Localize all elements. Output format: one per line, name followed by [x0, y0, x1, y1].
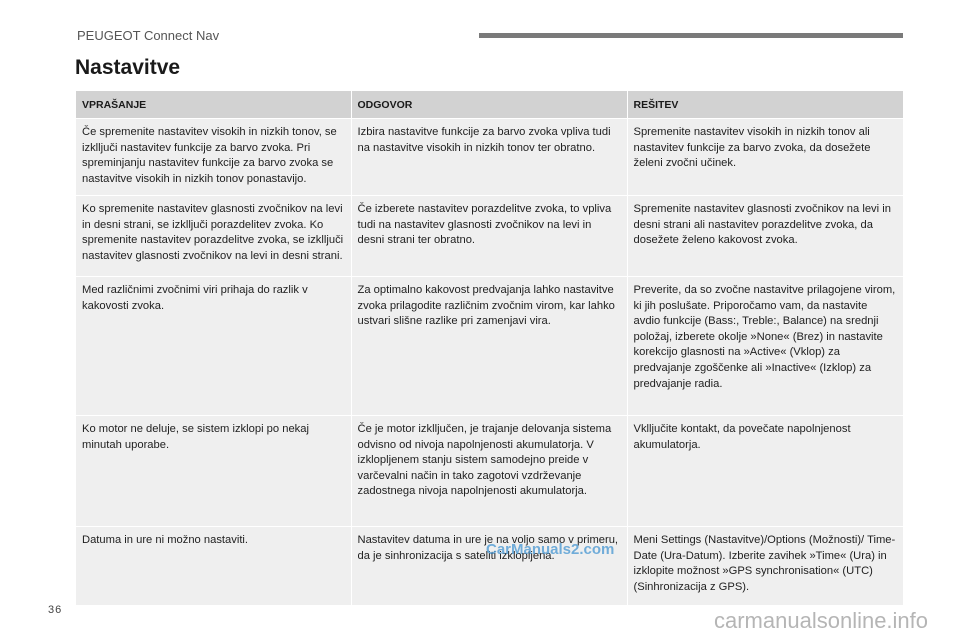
- table-header-row: [76, 91, 903, 119]
- page-number: 36: [48, 604, 63, 616]
- column-header-solution: REŠITEV: [627, 91, 903, 119]
- table-row: [76, 196, 903, 277]
- table-row: [76, 416, 903, 527]
- page-title: Nastavitve: [75, 56, 181, 79]
- solution-cell: Spremenite nastavitev glasnosti zvočnikov na levi in desni strani ali nastavitev porazdelitve zvoka, da dosežete želeno kakovost zvoka.: [627, 196, 903, 277]
- column-header-question: VPRAŠANJE: [76, 91, 351, 119]
- solution-cell: Vklljučite kontakt, da povečate napolnjenost akumulatorja.: [627, 416, 903, 527]
- solution-cell: Spremenite nastavitev visokih in nizkih tonov ali nastavitev funkcije za barvo zvoka, da dosežete želeni zvočni učinek.: [627, 119, 903, 196]
- solution-cell: Preverite, da so zvočne nastavitve prilagojene virom, ki jih poslušate. Priporočamo vam, da nastavite avdio funkcije (Bass:, Treble:, Balance) na srednji položaj, izberete okolje »None« (Brez) in nastavite korekcijo glasnosti na »Active« (Vklop) za predvajanje zgoščenke ali »Inactive« (Izklop) za predvajanje radia.: [627, 277, 903, 416]
- question-cell: Datuma in ure ni možno nastaviti.: [76, 527, 351, 606]
- answer-cell: Za optimalno kakovost predvajanja lahko nastavitve zvoka prilagodite različnim zvočnim virom, kar lahko ustvari slišne razlike pri zamenjavi vira.: [351, 277, 627, 416]
- question-cell: Ko spremenite nastavitev glasnosti zvočnikov na levi in desni strani, se izklljuči porazdelitev zvoka. Ko spremenite nastavitev porazdelitve zvoka, se izklljuči nastavitev glasnosti zvočnikov na levi in desni strani.: [76, 196, 351, 277]
- watermark-center: CarManuals2.com: [486, 541, 615, 558]
- answer-cell: Izbira nastavitve funkcije za barvo zvoka vpliva tudi na nastavitve visokih in nizkih tonov ter obratno.: [351, 119, 627, 196]
- table-row: [76, 277, 903, 416]
- table-row: [76, 527, 903, 606]
- question-cell: Ko motor ne deluje, se sistem izklopi po nekaj minutah uporabe.: [76, 416, 351, 527]
- solution-cell: Meni Settings (Nastavitve)/Options (Možnosti)/ Time-Date (Ura-Datum). Izberite zavihek »Time« (Ura) in izklopite možnost »GPS synchronisation« (UTC) (Sinhronizacija z GPS).: [627, 527, 903, 606]
- header-brand: PEUGEOT Connect Nav: [77, 28, 220, 43]
- column-header-answer: ODGOVOR: [351, 91, 627, 119]
- answer-cell: Nastavitev datuma in ure je na voljo samo v primeru, da je sinhronizacija s sateliti izklopljena.: [351, 527, 627, 606]
- answer-cell: Če je motor izklljučen, je trajanje delovanja sistema odvisno od nivoja napolnjenosti akumulatorja. V izklopljenem stanju sistem samodejno preide v varčevalni način in tako zagotovi vzdrževanje zadostnega nivoja napolnjenosti akumulatorja.: [351, 416, 627, 527]
- answer-cell: Če izberete nastavitev porazdelitve zvoka, to vpliva tudi na nastavitev glasnosti zvočnikov na levi in desni strani ter obratno.: [351, 196, 627, 277]
- question-cell: Če spremenite nastavitev visokih in nizkih tonov, se izklljuči nastavitev funkcije za barvo zvoka. Pri spreminjanju nastavitev funkcije za barvo zvoka se nastavitve visokih in nizkih tonov ponastavijo.: [76, 119, 351, 196]
- question-cell: Med različnimi zvočnimi viri prihaja do razlik v kakovosti zvoka.: [76, 277, 351, 416]
- table-row: [76, 119, 903, 196]
- header-bar: [479, 33, 903, 38]
- faq-table: [76, 91, 903, 606]
- watermark-bottom: carmanualsonline.info: [714, 608, 929, 633]
